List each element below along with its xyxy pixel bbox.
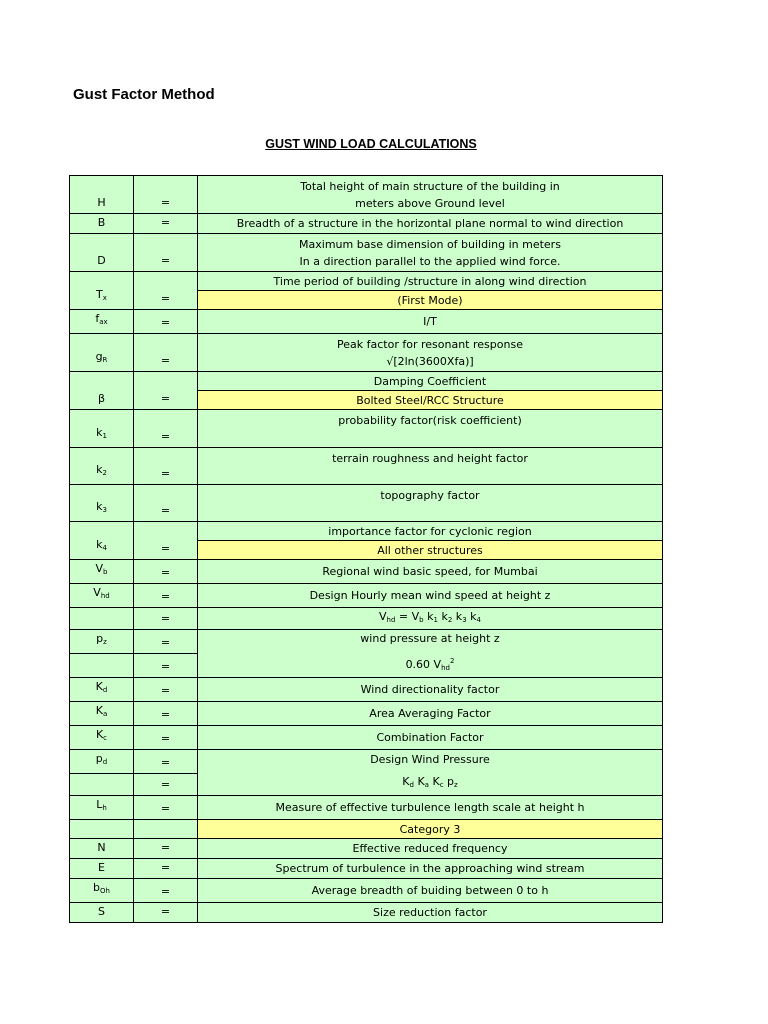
description-cell <box>198 750 663 796</box>
formula-subscript: z <box>454 781 458 789</box>
table-row-N <box>70 839 663 859</box>
symbol-subscript: 3 <box>102 506 107 514</box>
symbol-cell <box>70 448 134 485</box>
description-cell <box>198 234 663 272</box>
symbol-main: g <box>95 350 103 363</box>
equals-cell: = <box>134 372 198 410</box>
description-line: Peak factor for resonant response <box>337 337 523 351</box>
description-cell: Combination Factor <box>198 726 663 750</box>
table-row-H <box>70 176 663 214</box>
symbol-subscript: c <box>103 734 108 742</box>
equals-cell: = <box>134 702 198 726</box>
description-cell: I/T <box>198 310 663 334</box>
description-cell: Size reduction factor <box>198 903 663 923</box>
description-line: wind pressure at height z <box>360 632 500 645</box>
description-cell: Measure of effective turbulence length scale at height h <box>198 796 663 820</box>
symbol-cell: B <box>70 214 134 234</box>
description-cell: topography factor <box>198 485 663 522</box>
formula-part: k <box>452 610 463 623</box>
symbol-cell <box>70 820 134 839</box>
description-cell <box>198 176 663 214</box>
description-line: Total height of main structure of the building in <box>300 179 560 193</box>
formula-part: K <box>417 775 425 788</box>
symbol-subscript: z <box>103 638 107 646</box>
equals-cell: = <box>134 522 198 560</box>
formula-subscript: b <box>419 616 424 624</box>
equals-cell <box>134 820 198 839</box>
symbol-cell: S <box>70 903 134 923</box>
symbol-main: k <box>96 463 103 476</box>
highlighted-value-cell: Bolted Steel/RCC Structure <box>198 391 663 410</box>
formula-part: K <box>402 775 410 788</box>
symbol-cell <box>70 630 134 654</box>
formula-subscript: 2 <box>447 616 453 624</box>
symbol-main: p <box>95 752 103 765</box>
table-row-Kd <box>70 678 663 702</box>
symbol-cell <box>70 272 134 310</box>
formula-line <box>198 653 662 677</box>
highlighted-value-cell: (First Mode) <box>198 291 663 310</box>
formula-subscript: hd <box>386 616 396 624</box>
description-cell: importance factor for cyclonic region <box>198 522 663 541</box>
table-row-Vb <box>70 560 663 584</box>
formula-superscript: 2 <box>449 657 455 665</box>
table-row-bOh <box>70 879 663 903</box>
symbol-subscript: d <box>102 758 108 766</box>
symbol-main: b <box>93 881 101 894</box>
description-cell: Breadth of a structure in the horizontal plane normal to wind direction <box>198 214 663 234</box>
symbol-cell <box>70 726 134 750</box>
symbol-cell: D <box>70 234 134 272</box>
symbol-main: k <box>96 500 103 513</box>
description-cell: Design Hourly mean wind speed at height z <box>198 584 663 608</box>
equals-cell: = <box>134 903 198 923</box>
formula-part: k <box>437 610 448 623</box>
equals-cell: = <box>134 839 198 859</box>
formula-part: = V <box>395 610 420 623</box>
table-row-k4 <box>70 522 663 541</box>
symbol-subscript: hd <box>100 592 110 600</box>
equals-cell: = <box>134 774 198 796</box>
table-row-k3 <box>70 485 663 522</box>
table-row-Kc <box>70 726 663 750</box>
description-cell: Wind directionality factor <box>198 678 663 702</box>
table-row-fax <box>70 310 663 334</box>
formula-part: k <box>466 610 477 623</box>
equals-cell: = <box>134 214 198 234</box>
symbol-subscript: h <box>102 804 107 812</box>
equals-cell: = <box>134 334 198 372</box>
formula-subscript: 4 <box>476 616 481 624</box>
equals-cell: = <box>134 448 198 485</box>
equals-cell: = <box>134 234 198 272</box>
description-cell: Regional wind basic speed, for Mumbai <box>198 560 663 584</box>
formula-part: K <box>432 775 440 788</box>
calculations-heading: GUST WIND LOAD CALCULATIONS <box>265 137 477 151</box>
table-row-Ka <box>70 702 663 726</box>
table-row-S <box>70 903 663 923</box>
symbol-subscript: 2 <box>102 469 107 477</box>
symbol-subscript: 4 <box>102 544 107 552</box>
formula-part: k <box>423 610 434 623</box>
formula-line <box>198 773 662 794</box>
symbol-subscript: d <box>102 686 108 694</box>
symbol-subscript: x <box>102 294 107 302</box>
table-row-Lh-category <box>70 820 663 839</box>
symbol-main: K <box>95 704 103 717</box>
symbol-main: V <box>95 562 104 575</box>
symbol-main: K <box>95 680 103 693</box>
description-cell <box>198 630 663 678</box>
equals-cell: = <box>134 410 198 448</box>
equals-cell: = <box>134 630 198 654</box>
formula-subscript: d <box>409 781 414 789</box>
table-row-Tx <box>70 272 663 291</box>
description-cell: probability factor(risk coefficient) <box>198 410 663 448</box>
formula-subscript: 3 <box>462 616 467 624</box>
symbol-main: k <box>96 426 103 439</box>
symbol-subscript: a <box>102 710 108 718</box>
formula-part: 0.60 V <box>405 658 442 671</box>
equals-cell: = <box>134 485 198 522</box>
symbol-cell: β <box>70 372 134 410</box>
formula-subscript: c <box>439 781 444 789</box>
table-row-D <box>70 234 663 272</box>
symbol-cell <box>70 774 134 796</box>
symbol-cell <box>70 702 134 726</box>
equals-cell: = <box>134 726 198 750</box>
description-line: In a direction parallel to the applied wind force. <box>299 254 561 268</box>
symbol-cell <box>70 310 134 334</box>
table-row-k1 <box>70 410 663 448</box>
description-cell: Damping Coefficient <box>198 372 663 391</box>
table-row-E <box>70 859 663 879</box>
symbol-cell: E <box>70 859 134 879</box>
symbol-cell <box>70 678 134 702</box>
description-cell: Spectrum of turbulence in the approaching wind stream <box>198 859 663 879</box>
highlighted-value-cell: Category 3 <box>198 820 663 839</box>
table-row-k2 <box>70 448 663 485</box>
symbol-main: L <box>96 798 103 811</box>
symbol-main: T <box>96 288 103 301</box>
symbol-cell <box>70 485 134 522</box>
symbol-cell <box>70 796 134 820</box>
symbol-main: f <box>95 312 100 325</box>
table-row-beta <box>70 372 663 391</box>
description-line: Maximum base dimension of building in meters <box>299 237 561 251</box>
symbol-subscript: ax <box>99 318 108 326</box>
symbol-cell <box>70 879 134 903</box>
description-line: √[2ln(3600Xfa)] <box>386 354 474 368</box>
table-row-pz <box>70 630 663 654</box>
symbol-cell <box>70 410 134 448</box>
equals-cell: = <box>134 176 198 214</box>
formula-part: p <box>447 775 455 788</box>
formula-subscript: hd <box>441 664 450 672</box>
symbol-main: p <box>96 632 104 645</box>
table-row-Vhd-formula <box>70 608 663 630</box>
formula-part: V <box>379 610 387 623</box>
equals-cell: = <box>134 678 198 702</box>
symbol-main: V <box>93 586 101 599</box>
equals-cell: = <box>134 859 198 879</box>
table-row-Vhd <box>70 584 663 608</box>
symbol-cell <box>70 608 134 630</box>
table-row-B <box>70 214 663 234</box>
equals-cell: = <box>134 608 198 630</box>
description-cell: Area Averaging Factor <box>198 702 663 726</box>
symbol-cell <box>70 522 134 560</box>
formula-subscript: 1 <box>433 616 438 624</box>
table-row-pd <box>70 750 663 774</box>
table-row-gR <box>70 334 663 372</box>
equals-cell: = <box>134 584 198 608</box>
equals-cell: = <box>134 310 198 334</box>
description-line: Design Wind Pressure <box>370 753 490 766</box>
description-cell: Average breadth of buiding between 0 to h <box>198 879 663 903</box>
formula-cell <box>198 608 663 630</box>
symbol-cell <box>70 584 134 608</box>
formula-subscript: a <box>424 781 429 789</box>
equals-cell: = <box>134 560 198 584</box>
symbol-subscript: R <box>102 356 108 364</box>
symbol-main: K <box>95 728 104 741</box>
gust-calculation-table <box>69 175 663 923</box>
symbol-subscript: 1 <box>102 432 107 440</box>
description-cell: Time period of building /structure in along wind direction <box>198 272 663 291</box>
equals-cell: = <box>134 654 198 678</box>
page-title: Gust Factor Method <box>73 86 215 103</box>
symbol-cell <box>70 560 134 584</box>
equals-cell: = <box>134 750 198 774</box>
symbol-subscript: b <box>103 568 108 576</box>
equals-cell: = <box>134 272 198 310</box>
description-cell: terrain roughness and height factor <box>198 448 663 485</box>
symbol-main: k <box>96 538 103 551</box>
symbol-cell: N <box>70 839 134 859</box>
equals-cell: = <box>134 796 198 820</box>
highlighted-value-cell: All other structures <box>198 541 663 560</box>
symbol-cell <box>70 334 134 372</box>
symbol-cell <box>70 654 134 678</box>
equals-cell: = <box>134 879 198 903</box>
description-cell: Effective reduced frequency <box>198 839 663 859</box>
symbol-cell: H <box>70 176 134 214</box>
table-row-Lh <box>70 796 663 820</box>
description-line: meters above Ground level <box>355 196 505 210</box>
description-cell <box>198 334 663 372</box>
symbol-subscript: Oh <box>100 887 110 895</box>
symbol-cell <box>70 750 134 774</box>
